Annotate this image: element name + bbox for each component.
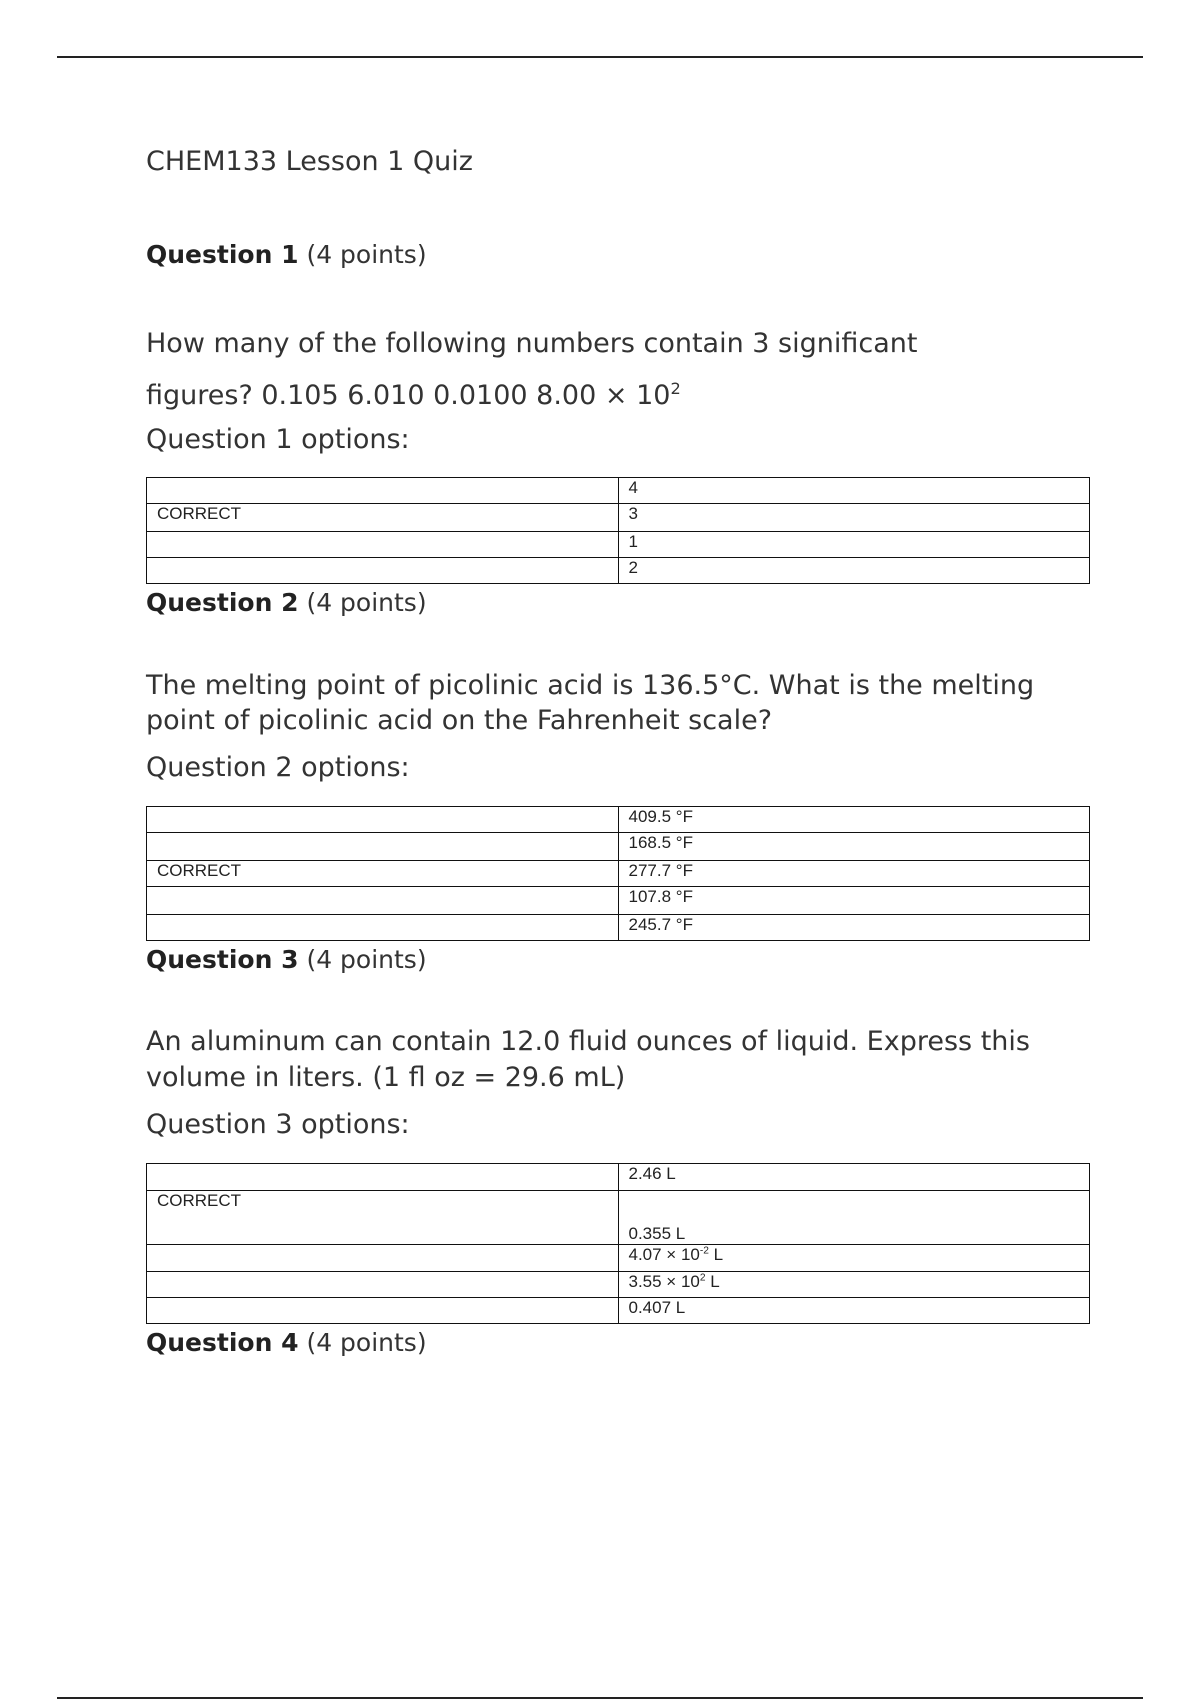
question-4-label: Question 4 (146, 1328, 299, 1357)
option-mark (147, 915, 619, 941)
option-row[interactable] (147, 1191, 1090, 1245)
question-3-points: (4 points) (306, 945, 427, 974)
document-title: CHEM133 Lesson 1 Quiz (146, 146, 473, 177)
option-mark (147, 887, 619, 915)
option-answer-exponent: 2 (699, 1272, 706, 1284)
question-2-options-table (146, 806, 1090, 941)
option-row[interactable] (147, 1164, 1090, 1191)
question-1-label: Question 1 (146, 240, 299, 269)
question-1-options-table (146, 477, 1090, 584)
option-mark: CORRECT (147, 1191, 619, 1245)
question-2-label: Question 2 (146, 588, 299, 617)
option-answer: 277.7 °F (618, 861, 1090, 887)
question-3-options-table (146, 1163, 1090, 1324)
option-answer-unit: L (705, 1272, 720, 1291)
option-mark: CORRECT (147, 861, 619, 887)
option-answer: 3 (618, 504, 1090, 532)
option-mark: CORRECT (147, 504, 619, 532)
option-row[interactable] (147, 558, 1090, 584)
option-answer: 107.8 °F (618, 887, 1090, 915)
option-answer: 2.46 L (618, 1164, 1090, 1191)
option-mark (147, 807, 619, 833)
option-mark (147, 1272, 619, 1298)
option-answer (618, 1272, 1090, 1298)
option-row[interactable] (147, 478, 1090, 504)
option-row[interactable] (147, 504, 1090, 532)
question-2-heading (146, 588, 427, 617)
option-row[interactable] (147, 861, 1090, 887)
question-1-options-label: Question 1 options: (146, 424, 410, 455)
question-3-text: An aluminum can contain 12.0 fluid ounces of liquid. Express this volume in liters. (1 fl oz = 29.6 mL) (146, 1026, 1030, 1093)
option-answer: 0.355 L (618, 1191, 1090, 1245)
option-row[interactable] (147, 1272, 1090, 1298)
option-answer-base: 4.07 × 10 (628, 1245, 700, 1264)
question-3-options-label: Question 3 options: (146, 1109, 410, 1140)
option-answer: 0.407 L (618, 1298, 1090, 1324)
question-1-text (146, 318, 1106, 422)
question-1-text-line-2: figures? 0.105 6.010 0.0100 8.00 × 10 (146, 380, 671, 411)
option-mark (147, 1245, 619, 1272)
option-row[interactable] (147, 833, 1090, 861)
option-answer-unit: L (708, 1245, 724, 1264)
option-row[interactable] (147, 807, 1090, 833)
question-1-exponent: 2 (670, 379, 681, 398)
option-row[interactable] (147, 532, 1090, 558)
question-2-options-label: Question 2 options: (146, 752, 410, 783)
option-answer: 4 (618, 478, 1090, 504)
option-row[interactable] (147, 1298, 1090, 1324)
option-answer: 1 (618, 532, 1090, 558)
option-answer-exponent: -2 (699, 1245, 709, 1257)
option-answer: 409.5 °F (618, 807, 1090, 833)
top-rule (57, 56, 1143, 58)
question-4-points: (4 points) (306, 1328, 427, 1357)
question-2-points: (4 points) (306, 588, 427, 617)
option-mark (147, 532, 619, 558)
question-1-points: (4 points) (306, 240, 427, 269)
question-3-heading (146, 945, 427, 974)
option-answer-base: 3.55 × 10 (628, 1272, 700, 1291)
option-answer: 2 (618, 558, 1090, 584)
option-mark (147, 1298, 619, 1324)
question-1-heading (146, 240, 427, 269)
option-row[interactable] (147, 915, 1090, 941)
bottom-rule (57, 1697, 1143, 1699)
option-answer: 245.7 °F (618, 915, 1090, 941)
option-mark (147, 833, 619, 861)
option-answer: 168.5 °F (618, 833, 1090, 861)
question-4-heading (146, 1328, 427, 1357)
option-answer (618, 1245, 1090, 1272)
option-mark (147, 478, 619, 504)
question-3-label: Question 3 (146, 945, 299, 974)
option-mark (147, 558, 619, 584)
option-row[interactable] (147, 1245, 1090, 1272)
option-row[interactable] (147, 887, 1090, 915)
option-mark (147, 1164, 619, 1191)
question-1-text-line-1: How many of the following numbers contain 3 significant (146, 328, 918, 359)
question-2-text: The melting point of picolinic acid is 136.5°C. What is the melting point of picolinic acid on the Fahrenheit scale? (146, 670, 1035, 736)
